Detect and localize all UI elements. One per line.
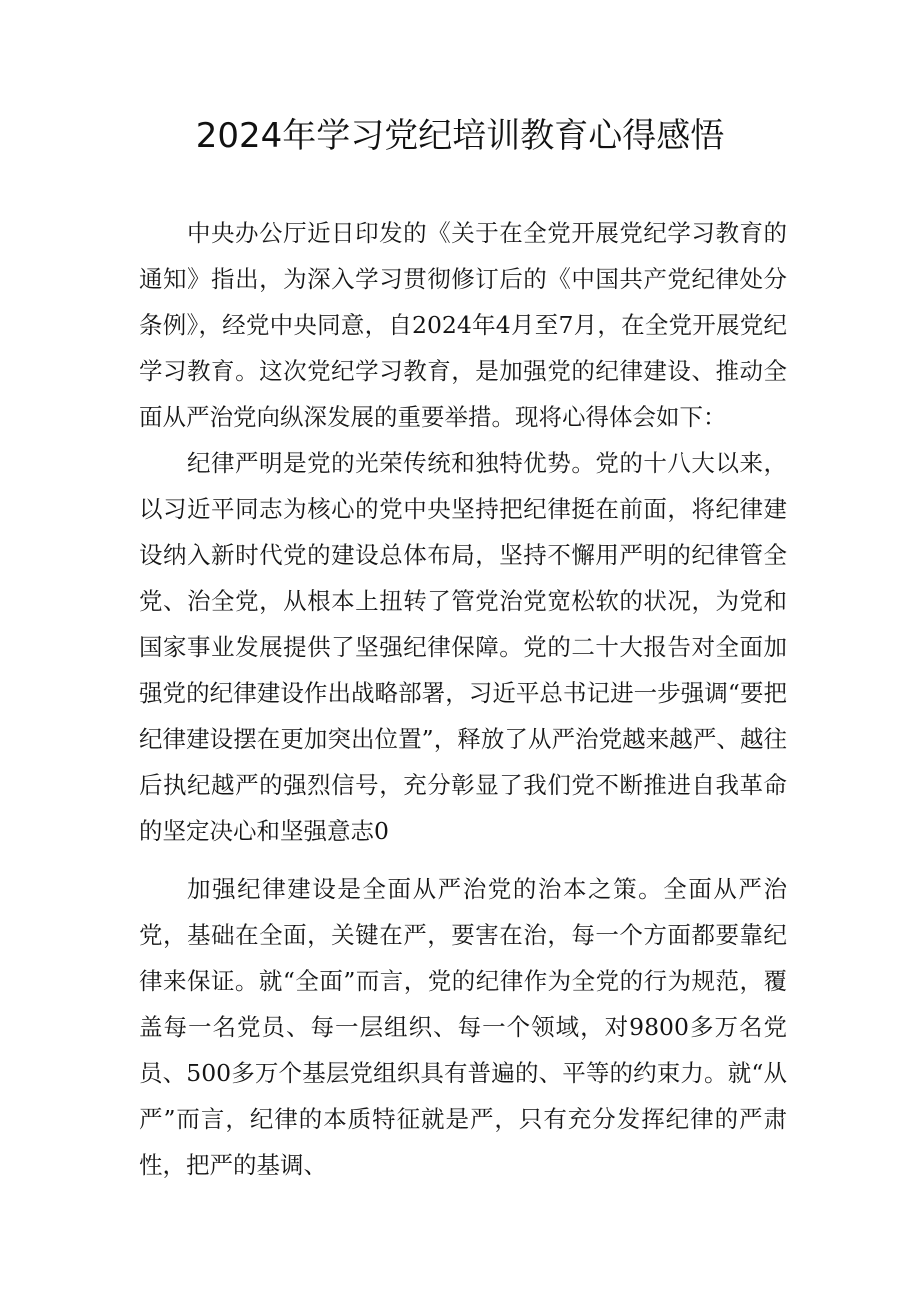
paragraph-intro: 中央办公厅近日印发的《关于在全党开展党纪学习教育的通知》指出，为深入学习贯彻修订后的《中国共产党纪律处分条例》，经党中央同意，自2024年4月至7月，在全党开展党纪学习教育。这次党纪学习教育，是加强党的纪律建设、推动全面从严治党向纵深发展的重要举措。现将心得体会如下： [139,219,787,431]
document-body [139,210,787,1188]
document-title: 2024年学习党纪培训教育心得感悟 [195,116,725,156]
paragraph-discipline-building: 加强纪律建设是全面从严治党的治本之策。全面从严治党，基础在全面，关键在严，要害在治，每一个方面都要靠纪律来保证。就“全面”而言，党的纪律作为全党的行为规范，覆盖每一名党员、每一层组织、每一个领域，对9800多万名党员、500多万个基层党组织具有普遍的、平等的约束力。就“从严”而言，纪律的本质特征就是严，只有充分发挥纪律的严肃性，把严的基调、 [139,875,787,1179]
paragraph-discipline-tradition: 纪律严明是党的光荣传统和独特优势。党的十八大以来，以习近平同志为核心的党中央坚持把纪律挺在前面，将纪律建设纳入新时代党的建设总体布局，坚持不懈用严明的纪律管全党、治全党，从根本上扭转了管党治党宽松软的状况，为党和国家事业发展提供了坚强纪律保障。党的二十大报告对全面加强党的纪律建设作出战略部署，习近平总书记进一步强调“要把纪律建设摆在更加突出位置”，释放了从严治党越来越严、越往后执纪越严的强烈信号，充分彰显了我们党不断推进自我革命的坚定决心和坚强意志0 [139,449,787,845]
